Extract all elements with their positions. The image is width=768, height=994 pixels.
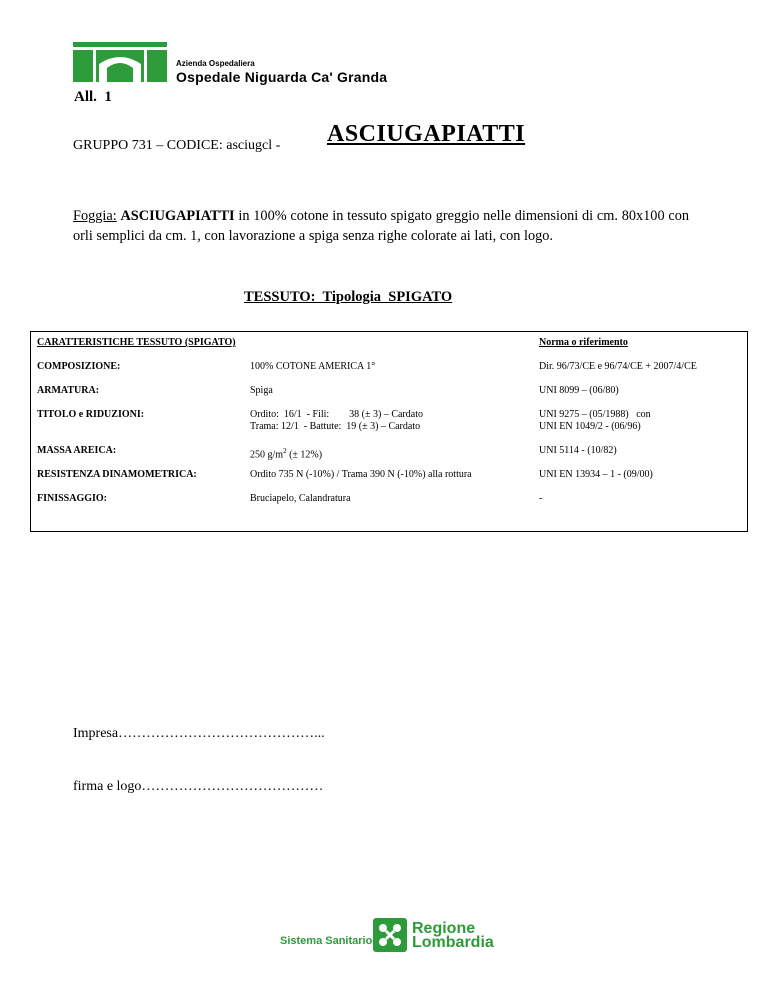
row-label: RESISTENZA DINAMOMETRICA:: [37, 469, 197, 480]
row-value: 100% COTONE AMERICA 1°: [250, 361, 376, 372]
regione-line1: Regione: [412, 920, 476, 937]
row-value: [250, 445, 322, 461]
specs-header-left: CARATTERISTICHE TESSUTO (SPIGATO): [37, 337, 236, 348]
description-product: ASCIUGAPIATTI: [120, 208, 235, 224]
row-label: COMPOSIZIONE:: [37, 361, 121, 372]
regione-lombardia-logo-icon: [373, 918, 407, 952]
description-label: Foggia:: [73, 208, 117, 224]
row-norm: Dir. 96/73/CE e 96/74/CE + 2007/4/CE: [539, 361, 697, 372]
row-norm: UNI 9275 – (05/1988) con: [539, 409, 651, 420]
row-label: MASSA AREICA:: [37, 445, 117, 456]
row-value-sup: 2: [283, 447, 287, 455]
description-text: in 100% cotone in tessuto spigato greggio nelle dimensioni di cm. 80x100 con orli semplici da cm. 1, con lavorazione a spiga senza righe colorate ai lati, con logo.: [73, 208, 690, 244]
row-value: Bruciapelo, Calandratura: [250, 493, 351, 504]
row-value: Trama: 12/1 - Battute: 19 (± 3) – Cardato: [250, 421, 421, 432]
row-value: Spiga: [250, 385, 273, 396]
row-value: Ordito 735 N (-10%) / Trama 390 N (-10%) alla rottura: [250, 469, 472, 480]
row-value: Ordito: 16/1 - Fili: 38 (± 3) – Cardato: [250, 409, 423, 420]
attachment-label: All. 1: [74, 89, 112, 105]
page-title: ASCIUGAPIATTI: [327, 121, 526, 147]
description-paragraph: [73, 206, 689, 246]
company-line: Impresa……………………………………...: [73, 726, 325, 741]
regione-line2: Lombardia: [412, 934, 494, 951]
specs-header-right: Norma o riferimento: [539, 337, 628, 348]
row-norm: UNI 5114 - (10/82): [539, 445, 617, 456]
specs-table: [30, 331, 748, 532]
row-value-main: 250 g/m: [250, 449, 284, 461]
row-norm: UNI EN 13934 – 1 - (09/00): [539, 469, 653, 480]
row-label: TITOLO e RIDUZIONI:: [37, 409, 145, 420]
org-name: Ospedale Niguarda Ca' Granda: [176, 69, 388, 85]
hospital-logo-icon: [73, 42, 167, 82]
row-norm: -: [539, 493, 543, 504]
regione-logo-text: [412, 922, 494, 950]
row-norm: UNI EN 1049/2 - (06/96): [539, 421, 641, 432]
group-code: GRUPPO 731 – CODICE: asciugcl -: [73, 138, 281, 153]
row-norm: UNI 8099 – (06/80): [539, 385, 619, 396]
footer-system-label: Sistema Sanitario: [280, 935, 373, 947]
fabric-heading: TESSUTO: Tipologia SPIGATO: [244, 289, 453, 305]
signature-line: firma e logo…………………………………: [73, 779, 324, 794]
org-subtitle: Azienda Ospedaliera: [176, 59, 255, 68]
row-label: ARMATURA:: [37, 385, 100, 396]
row-label: FINISSAGGIO:: [37, 493, 108, 504]
row-value-post: (± 12%): [286, 449, 323, 461]
